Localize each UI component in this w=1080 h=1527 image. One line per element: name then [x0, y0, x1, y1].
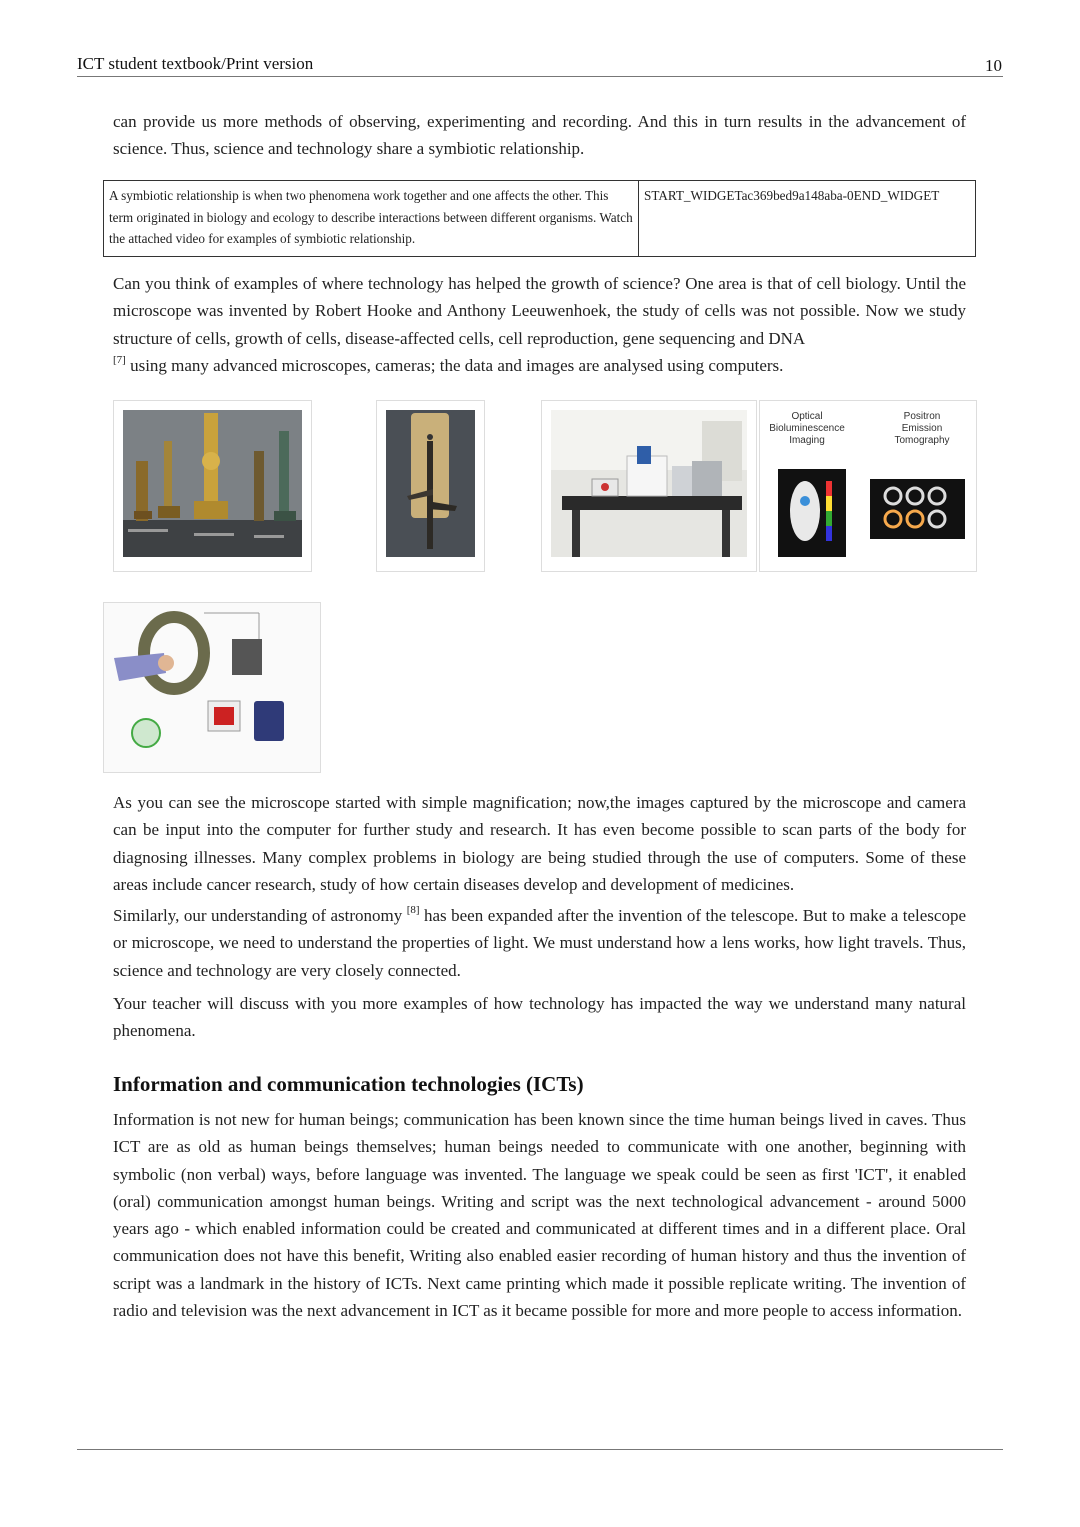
video-widget-placeholder[interactable]: START_WIDGETac369bed9a148aba-0END_WIDGET: [644, 188, 940, 203]
pet-label-line1: Positron: [903, 411, 941, 422]
definition-box: [103, 180, 976, 257]
leeuwenhoek-microscope-image: [377, 401, 484, 571]
paragraph-teacher-discuss: Your teacher will discuss with you more examples of how technology has impacted the way we understand many natural phenomena.: [113, 994, 966, 1041]
optical-label-line1: Optical: [791, 411, 823, 422]
paragraph-symbiotic-intro: can provide us more methods of observing, experimenting and recording. And this in turn results in the advancement of science. Thus, science and technology share a symbiotic relationship.: [113, 112, 966, 159]
definition-text: A symbiotic relationship is when two phenomena work together and one affects the other. This term originated in biology and ecology to describe interactions between different organisms. Watch the attached video for examples of symbiotic relationship.: [104, 181, 639, 256]
paragraph-astronomy-text-b: has been expanded after the invention of the telescope. But to make a telescope or microscope, we need to understand the properties of light. We must understand how a lens works, how light travels. Thus, science and technology are very closely connected.: [113, 906, 966, 980]
paragraph-astronomy: [113, 902, 966, 984]
header-rule: [77, 76, 1003, 77]
paragraph-cell-biology-text: Can you think of examples of where technology has helped the growth of science? One area is that of cell biology. Until the microscope was invented by Robert Hooke and Anthony Leeuwenhoek, the study of cells was not possible. Now we study structure of cells, growth of cells, disease-affected cells, cell reproduction, gene sequencing and DNA: [113, 274, 966, 348]
figure-leeuwenhoek-microscope[interactable]: [376, 400, 485, 572]
page-number: 10: [985, 56, 1002, 75]
figure-antique-microscopes[interactable]: [113, 400, 312, 572]
pet-label-line3: Tomography: [894, 435, 950, 446]
antique-microscopes-image: [114, 401, 311, 571]
paragraph-microscope-computer: As you can see the microscope started with simple magnification; now,the images captured by the microscope and camera can be input into the computer for further study and research. It has even become possible to scan parts of the body for diagnosing illnesses. Many complex problems in biology are being studied through the use of computers. Some of these areas include cancer research, study of how certain diseases develop and development of medicines.: [113, 793, 966, 894]
figure-imaging-modalities[interactable]: [759, 400, 977, 572]
imaging-modalities-image: [760, 401, 976, 571]
footer-rule: [77, 1449, 1003, 1450]
modern-lab-microscope-image: [542, 401, 756, 571]
paragraph-cell-biology: [113, 270, 966, 379]
optical-label-line2: Bioluminescence: [769, 423, 845, 434]
pet-scan-diagram-image: [104, 603, 320, 772]
paragraph-cell-biology-tail: using many advanced microscopes, cameras; the data and images are analysed using computers.: [125, 355, 784, 375]
pet-label-line2: Emission: [901, 423, 943, 434]
figure-pet-scan-diagram[interactable]: [103, 602, 321, 773]
citation-8[interactable]: [8]: [406, 904, 420, 917]
paragraph-astronomy-text-a: Similarly, our understanding of astronomy: [113, 906, 407, 925]
optical-label-line3: Imaging: [789, 435, 825, 446]
paragraph-ict-history: Information is not new for human beings; communication has been known since the time human beings lived in caves. Thus ICT are as old as human beings themselves; human beings needed to communicate with one another, beginning with symbolic (non verbal) ways, before language was invented. The language we speak could be seen as first 'ICT', it enabled (oral) communication amongst human beings. Writing and script was the next technological advancement - around 5000 years ago - which enabled information could be created and communicated at different times and in a different place. Oral communication does not have this benefit, Writing also enabled easier recording of human history and thus the invention of script was a landmark in the history of ICTs. Next came printing which made it possible replicate writing. The invention of radio and television was the next advancement in ICT as it became possible for more and more people to access information.: [113, 1110, 966, 1321]
citation-7[interactable]: [7]: [113, 354, 126, 367]
running-header-title: ICT student textbook/Print version: [77, 54, 314, 73]
section-heading-icts: Information and communication technologies (ICTs): [113, 1072, 584, 1096]
figure-modern-lab-microscope[interactable]: [541, 400, 757, 572]
